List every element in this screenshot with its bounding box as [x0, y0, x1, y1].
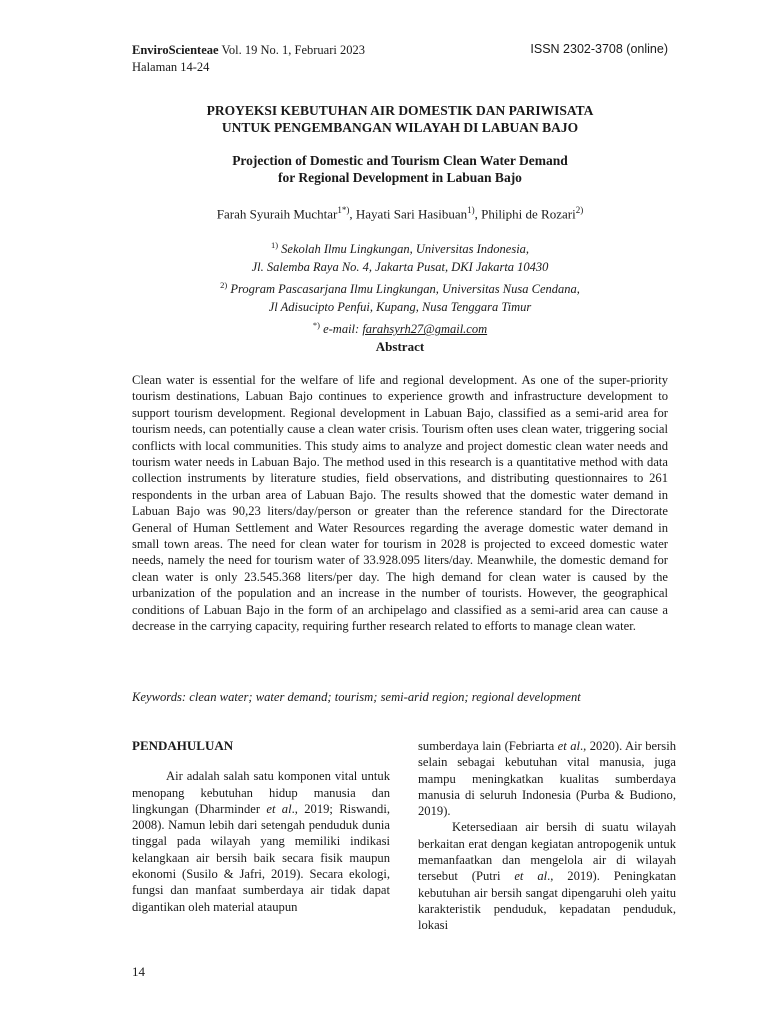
title-indonesian: [132, 102, 668, 136]
affiliations: [132, 236, 668, 338]
left-column: [132, 738, 390, 915]
text-run: Ketersediaan air bersih di suatu wilayah berkaitan erat dengan kegiatan antropogenik untuk memanfaatkan dan mengelola air di wilayah tersebut (Putri: [418, 820, 676, 884]
affil-mark: *): [312, 320, 320, 331]
paragraph: [132, 768, 390, 915]
author-mark: 1): [467, 205, 475, 215]
text-run: sumberdaya lain (Febriarta: [418, 739, 558, 753]
keywords: Keywords: clean water; water demand; tourism; semi-arid region; regional development: [132, 690, 581, 704]
text-run-italic: et al: [557, 739, 580, 753]
text-run-italic: et al: [514, 869, 548, 884]
journal-pages: Halaman 14-24: [132, 60, 210, 74]
author-name: Farah Syuraih Muchtar: [216, 206, 338, 222]
section-title: PENDAHULUAN: [132, 738, 234, 753]
title-en-line: for Regional Development in Labuan Bajo: [278, 170, 522, 185]
right-column: [418, 738, 676, 934]
affil-line: Program Pascasarjana Ilmu Lingkungan, Universitas Nusa Cendana,: [227, 282, 580, 297]
title-id-line: PROYEKSI KEBUTUHAN AIR DOMESTIK DAN PARIWISATA: [206, 103, 594, 118]
author-sep: ,: [349, 206, 356, 222]
affil-line: Jl. Salemba Raya No. 4, Jakarta Pusat, DKI Jakarta 10430: [251, 260, 549, 275]
email-label: e-mail:: [319, 322, 363, 337]
text-run: ., 2020). Air bersih selain sebagai kebutuhan vital manusia, juga mampu meningkatkan kualitas sumberdaya manusia di seluruh Indonesia (Purba & Budiono, 2019).: [418, 739, 676, 819]
affil-mark: 1): [270, 240, 279, 250]
author-name: Philiphi de Rozari: [481, 206, 576, 222]
author-sep: ,: [474, 206, 482, 222]
paragraph: [418, 738, 676, 819]
title-en-line: Projection of Domestic and Tourism Clean Water Demand: [232, 153, 568, 168]
author-mark: 2): [575, 205, 584, 215]
page-number: 14: [132, 964, 145, 979]
text-run: ., 2019; Riswandi, 2008). Namun lebih dari setengah penduduk dunia tinggal pada wilayah yang memiliki indikasi kelangkaan air bersih baik secara fisik maupun ekonomi (Susilo & Jafri, 2019). Secara ekologi, fungsi dan manfaat sumberdaya air tidak dapat digantikan oleh material ataupun: [132, 801, 390, 914]
journal-issue: Vol. 19 No. 1, Februari 2023: [218, 43, 365, 57]
text-run-italic: et al: [266, 801, 292, 816]
author-mark: 1*): [337, 205, 350, 215]
title-id-line: UNTUK PENGEMBANGAN WILAYAH DI LABUAN BAJO: [221, 120, 579, 135]
text-run: ., 2019). Peningkatan kebutuhan air bersih sangat dipengaruhi oleh yaitu karakteristik penduduk, kepadatan penduduk, lokasi: [418, 869, 676, 933]
abstract-heading: Abstract: [375, 339, 425, 354]
journal-name: EnviroScienteae: [132, 43, 219, 57]
author-name: Hayati Sari Hasibuan: [355, 206, 468, 222]
title-english: [132, 152, 668, 186]
affil-line: Jl Adisucipto Penfui, Kupang, Nusa Tenggara Timur: [268, 300, 532, 315]
abstract-text: Clean water is essential for the welfare of life and regional development. As one of the super-priority tourism destinations, Labuan Bajo continues to experience growth and infrastructure development to support tourism development. Regional development in Labuan Bajo, classified as a semi-arid area for tourism needs, can potentially cause a clean water crisis. Tourism often uses clean water, triggering social conflicts with local communities. This study aims to analyze and project domestic clean water needs and tourism water needs in Labuan Bajo. The method used in this research is a quantitative method with data collection instruments by literature studies, field observations, and distributing questionnaires to 261 respondents in the urban area of Labuan Bajo. The results showed that the domestic water demand in Labuan Bajo was 90,23 liters/day/person or greater than the reference standard for the Directorate General of Human Settlement and Water Resources regarding the average domestic water demand in small town areas. The need for clean water for tourism in 2028 is projected to exceed domestic water needs, namely the need for tourism water of 33.928.095 liters/day. Meanwhile, the domestic demand for clean water is only 23.545.368 liters/per day. The high demand for clean water is caused by the urbanization of the population and an increase in the number of tourists. However, the geographical conditions of Labuan Bajo in the form of an archipelago and classified as a semi-arid area can cause a decrease in the carrying capacity, requiring further research related to efforts to manage clean water.: [132, 373, 668, 634]
email-link[interactable]: farahsyrh27@gmail.com: [362, 322, 488, 337]
text-run: Air adalah salah satu komponen vital untuk menopang kebutuhan hidup manusia dan lingkungan (Dharminder: [132, 769, 390, 816]
paragraph: [418, 819, 676, 933]
journal-header: [132, 42, 365, 76]
affil-mark: 2): [220, 280, 228, 291]
issn: ISSN 2302-3708 (online): [530, 42, 668, 56]
affil-line: Sekolah Ilmu Lingkungan, Universitas Indonesia,: [278, 242, 530, 257]
author-list: [132, 202, 668, 222]
